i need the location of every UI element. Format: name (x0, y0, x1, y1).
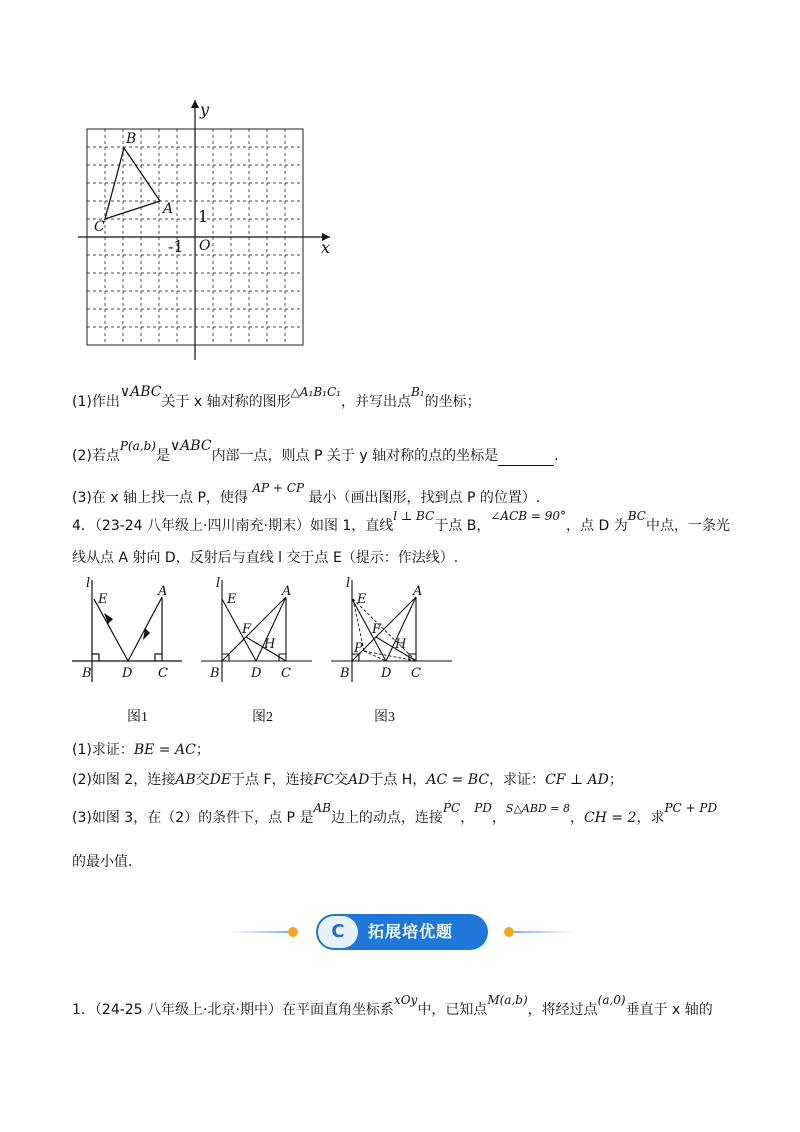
fig3-label-f: F (372, 622, 382, 637)
y-axis-label: y (200, 100, 210, 119)
answer-blank (498, 451, 554, 466)
fig2-label-l: l (216, 576, 221, 591)
fig1-label-c: C (158, 666, 168, 681)
problem4-line2: 线从点 A 射向 D，反射后与直线 l 交于点 E（提示：作法线）. (72, 550, 459, 566)
banner-dot-left (288, 927, 298, 937)
fig3-label-a: A (413, 584, 423, 599)
fig3-label-c: C (411, 666, 421, 681)
minus-one-label: -1 (168, 237, 184, 256)
fig1-label-a: A (158, 584, 168, 599)
fig2-caption: 图2 (252, 710, 273, 725)
coordinate-grid-figure (70, 95, 340, 365)
x-axis-label: x (321, 238, 331, 257)
problem3-part3: (3)在 x 轴上找一点 P，使得 AP + CP 最小（画出图形，找到点 P 的位置）. (72, 481, 541, 506)
banner-line-right (514, 931, 574, 933)
fig3-label-d: D (381, 666, 392, 681)
problem3-part2: (2)若点P(a,b)是∨ABC内部一点，则点 P 关于 y 轴对称的点的坐标是 . (72, 438, 559, 464)
section-letter: C (318, 916, 358, 948)
problem3-part1: (1)作出∨ABC关于 x 轴对称的图形△A₁B₁C₁，并写出点B₁的坐标； (72, 384, 481, 410)
fig2-label-d: D (251, 666, 262, 681)
point-c-label: C (94, 219, 105, 235)
fig1-caption: 图1 (127, 710, 148, 725)
fig3-label-p: P (354, 641, 363, 656)
unit-one-label: 1 (198, 207, 209, 226)
fig3-label-e: E (357, 592, 367, 607)
fig2-label-f: F (242, 622, 252, 637)
triangle-abc (105, 148, 160, 219)
fig3-label-l: l (346, 576, 351, 591)
fig2-label-c: C (281, 666, 291, 681)
fig2-label-b: B (210, 666, 220, 681)
problem4-q2: (2)如图 2，连接AB交DE于点 F，连接FC交AD于点 H，AC = BC，求证：CF ⊥ AD； (72, 772, 623, 788)
problem4-q3: (3)如图 3，在（2）的条件下，点 P 是AB边上的动点，连接PC，PD，$^{S\triangle ABD = 8}$，CH = 2，求PC + PD (72, 801, 718, 826)
fig1-label-d: D (122, 666, 133, 681)
point-b-label: B (126, 131, 137, 147)
fig2-label-a: A (282, 584, 292, 599)
banner-dot-right (504, 927, 514, 937)
section-title: 拓展培优题 (368, 922, 454, 941)
axes (78, 100, 330, 360)
fig1-label-b: B (82, 666, 92, 681)
fig3-label-b: B (340, 666, 350, 681)
problem4-q3-tail: 的最小值. (72, 854, 133, 870)
problem-c1-line1: 1．（24-25 八年级上·北京·期中）在平面直角坐标系xOy中，已知点M(a,b)，将经过点(a,0)垂直于 x 轴的 (72, 993, 713, 1018)
fig2-label-h: H (264, 637, 276, 652)
fig1-label-l: l (86, 576, 91, 591)
problem4-line1: 4．（23-24 八年级上·四川南充·期末）如图 1，直线l ⊥ BC于点 B，∠ACB = 90°，点 D 为BC中点，一条光 (72, 509, 730, 534)
fig1-label-e: E (98, 592, 108, 607)
banner-line-left (230, 931, 290, 933)
fig3-label-h: H (395, 637, 407, 652)
problem4-q1: (1)求证：BE = AC； (72, 742, 210, 758)
fig3-caption: 图3 (374, 710, 395, 725)
fig2-label-e: E (227, 592, 237, 607)
point-a-label: A (163, 201, 174, 217)
y-axis-arrow (191, 100, 199, 108)
origin-label: O (199, 238, 211, 254)
